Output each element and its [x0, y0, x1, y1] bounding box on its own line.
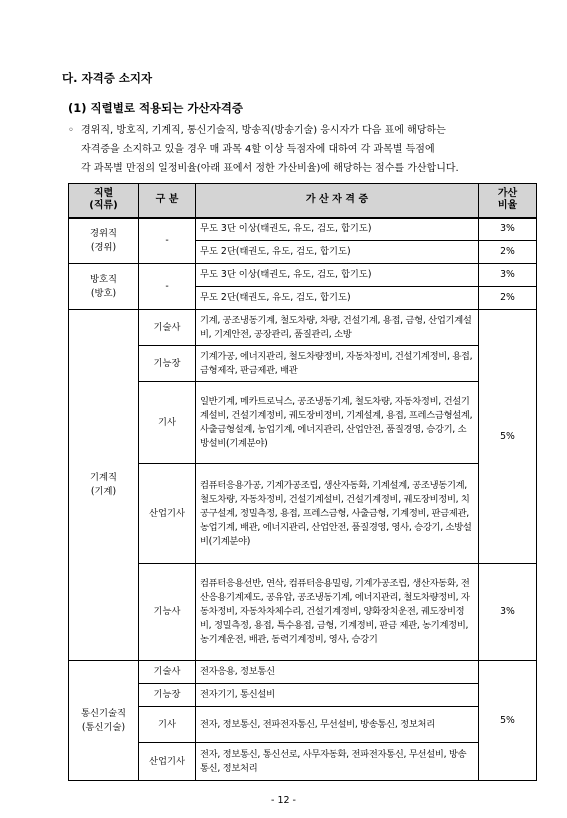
rate-cell: 5%: [479, 661, 537, 781]
section-title: 다. 자격증 소지자: [62, 71, 153, 85]
table-row: [69, 684, 537, 707]
paragraph-line-2: 자격증을 소지하고 있을 경우 매 과목 4할 이상 득점자에 대하여 각 과목별 득점에: [81, 144, 435, 155]
table-row: [69, 661, 537, 684]
rate-cell: 2%: [479, 287, 537, 310]
cert-cell: 기계가공, 에너지관리, 철도차량정비, 자동차정비, 건설기계정비, 용접, 금형제작, 판금제관, 배관: [196, 346, 479, 382]
header-certificate: 가 산 자 격 증: [196, 184, 479, 218]
cert-cell: 무도 2단(태권도, 유도, 검도, 합기도): [196, 287, 479, 310]
page-number: - 12 -: [271, 795, 296, 806]
rate-cell: 3%: [479, 218, 537, 241]
category-cell: 기능사: [139, 564, 196, 661]
paragraph-line-1: 경위직, 방호직, 기계직, 통신기술직, 방송직(방송기술) 응시자가 다음 표에 해당하는: [81, 125, 446, 136]
bullet: ◦: [68, 125, 74, 136]
cert-cell: 전자, 정보통신, 통신선로, 사무자동화, 전파전자통신, 무선설비, 방송통신, 정보처리: [196, 743, 479, 781]
table-row: [69, 743, 537, 781]
category-cell: -: [139, 218, 196, 264]
series-cell: 방호직 (방호): [69, 264, 139, 310]
rate-cell: 3%: [479, 264, 537, 287]
category-cell: 기사: [139, 707, 196, 743]
category-cell: 기사: [139, 382, 196, 464]
intro-paragraph: [68, 121, 534, 178]
paragraph-line: [68, 140, 534, 159]
cert-cell: 무도 3단 이상(태권도, 유도, 검도, 합기도): [196, 218, 479, 241]
table-row: [69, 310, 537, 346]
series-cell: 통신기술직 (통신기술): [69, 661, 139, 781]
cert-cell: 컴퓨터응용가공, 기계가공조립, 생산자동화, 기계설계, 공조냉동기계, 철도차량, 자동차정비, 건설기계설비, 건설기계정비, 궤도장비정비, 치공구설계, 정밀측정, 용접, 프레스금형, 사출금형, 기계정비, 판금제관, 농업기계, 배관, 에너지관리, 산업안전, 품질경영, 영사, 승강기, 소방설비(기계분야): [196, 464, 479, 564]
rate-cell: 5%: [479, 310, 537, 564]
table-row: [69, 382, 537, 464]
category-cell: 산업기사: [139, 464, 196, 564]
cert-cell: 기계, 공조냉동기계, 철도차량, 차량, 건설기계, 용접, 금형, 산업기계설비, 기계안전, 공장관리, 품질관리, 소방: [196, 310, 479, 346]
table-row: [69, 707, 537, 743]
series-cell: 기계직 (기계): [69, 310, 139, 661]
table-row: [69, 218, 537, 241]
table-row: [69, 346, 537, 382]
paragraph-line: [68, 159, 534, 178]
rate-cell: 3%: [479, 564, 537, 661]
category-cell: 기술사: [139, 310, 196, 346]
header-series: 직렬 (직류): [69, 184, 139, 218]
cert-cell: 무도 2단(태권도, 유도, 검도, 합기도): [196, 241, 479, 264]
cert-cell: 전자, 정보통신, 전파전자통신, 무선설비, 방송통신, 정보처리: [196, 707, 479, 743]
category-cell: 산업기사: [139, 743, 196, 781]
cert-cell: 일반기계, 메카트로닉스, 공조냉동기계, 철도차량, 자동차정비, 건설기계설비, 건설기계정비, 궤도장비정비, 기계설계, 용접, 프레스금형설계, 사출금형설계, 농업기계, 에너지관리, 산업안전, 품질경영, 승강기, 소방설비(기계분야): [196, 382, 479, 464]
category-cell: 기술사: [139, 661, 196, 684]
table-row: [69, 464, 537, 564]
category-cell: -: [139, 264, 196, 310]
cert-cell: 무도 3단 이상(태권도, 유도, 검도, 합기도): [196, 264, 479, 287]
cert-cell: 컴퓨터응용선반, 연삭, 컴퓨터응용밀링, 기계가공조립, 생산자동화, 전산응용기계제도, 공유압, 공조냉동기계, 에너지관리, 철도차량정비, 자동차정비, 자동차차체수리, 건설기계정비, 양화장치운전, 궤도장비정비, 정밀측정, 용접, 특수용접, 금형, 기계정비, 판금 제관, 농기계정비, 농기계운전, 배관, 동력기계정비, 영사, 승강기: [196, 564, 479, 661]
rate-cell: 2%: [479, 241, 537, 264]
header-category: 구 분: [139, 184, 196, 218]
table-row: [69, 264, 537, 287]
series-cell: 경위직 (경위): [69, 218, 139, 264]
table-header-row: [69, 184, 537, 218]
category-cell: 기능장: [139, 346, 196, 382]
cert-cell: 전자응용, 정보통신: [196, 661, 479, 684]
certificate-table: [68, 183, 537, 781]
subsection-title: (1) 직렬별로 적용되는 가산자격증: [68, 101, 243, 115]
header-rate: 가산 비율: [479, 184, 537, 218]
paragraph-line: [68, 121, 534, 140]
category-cell: 기능장: [139, 684, 196, 707]
cert-cell: 전자기기, 통신설비: [196, 684, 479, 707]
table-row: [69, 564, 537, 661]
paragraph-line-3: 각 과목별 만점의 일정비율(아래 표에서 정한 가산비율)에 해당하는 점수를 가산합니다.: [81, 163, 459, 174]
